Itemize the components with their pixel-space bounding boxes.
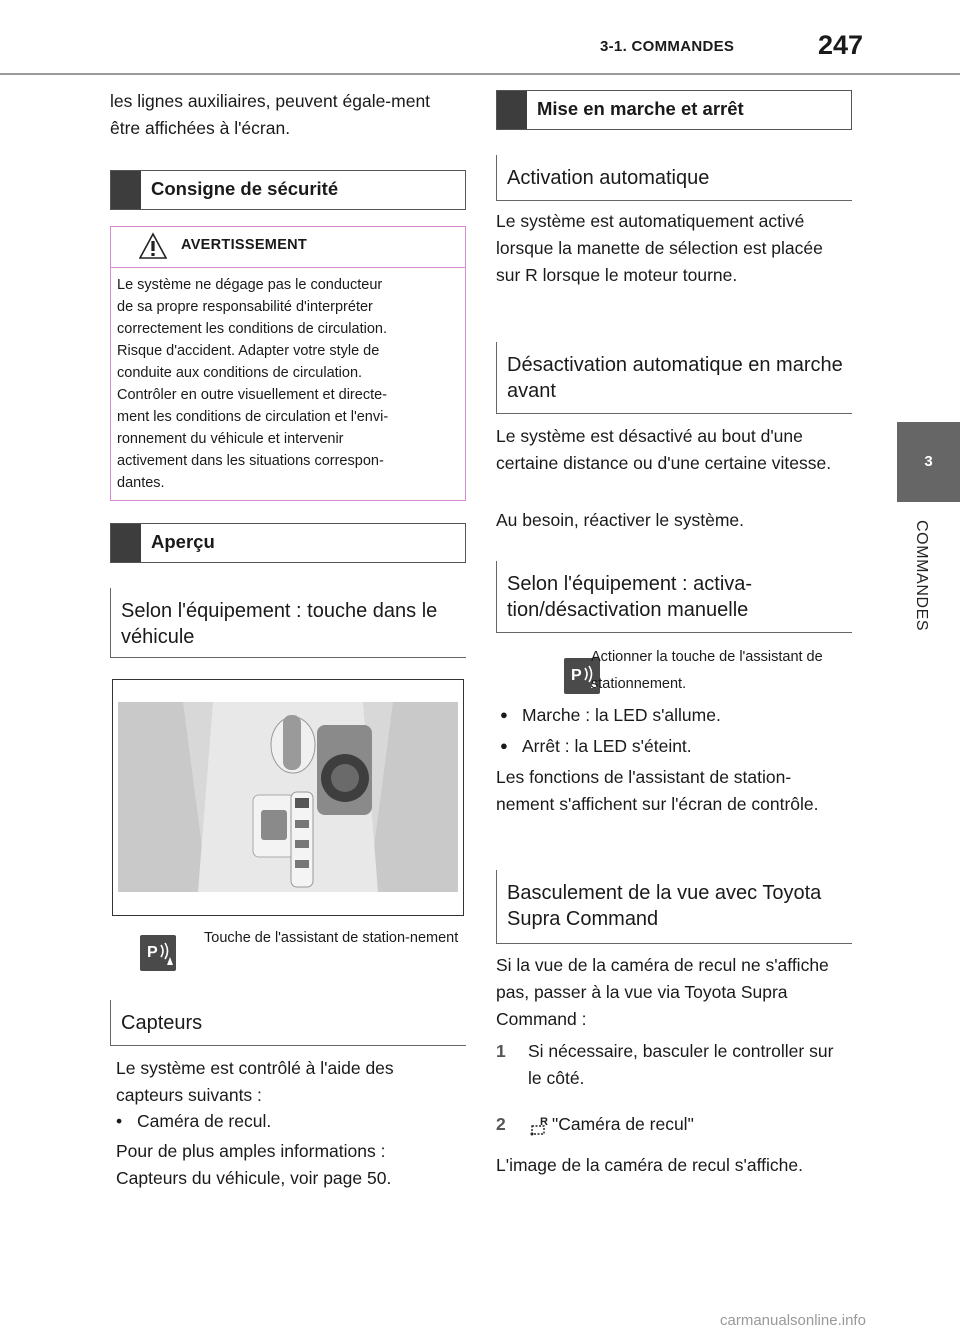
warning-triangle-icon (139, 232, 167, 260)
header-divider (0, 73, 960, 75)
section-overview-title: Aperçu (151, 531, 215, 552)
step-number: 1 (496, 1041, 506, 1061)
step-2-text: "Caméra de recul" (552, 1114, 694, 1134)
section-overview (110, 523, 466, 563)
subsection-equipment-key: Selon l'équipement : touche dans le véhicule (110, 588, 466, 658)
footer-watermark: carmanualsonline.info (720, 1312, 866, 1329)
header-section-title: 3-1. COMMANDES (600, 38, 735, 55)
bullet-off: ● Arrêt : la LED s'éteint. (522, 733, 692, 760)
section-bar (111, 171, 141, 209)
warning-line: ment les conditions de circulation et l'envi- (117, 409, 389, 425)
bullet-on: ● Marche : la LED s'allume. (522, 702, 721, 729)
step-1-text: Si nécessaire, basculer le controller sur le côté. (528, 1041, 834, 1088)
sensors-list-item: Caméra de recul. (137, 1111, 272, 1131)
subsection-manual: Selon l'équipement : activa-tion/désactivation manuelle (496, 561, 852, 633)
warning-line: Contrôler en outre visuellement et directe- (117, 387, 387, 403)
console-illustration (113, 680, 463, 915)
figure-console (112, 679, 464, 916)
svg-text:P: P (147, 944, 158, 961)
warning-line: conduite aux conditions de circulation. (117, 365, 363, 381)
sensors-list-marker: • (116, 1111, 123, 1131)
subsection-auto-on: Activation automatique (496, 155, 852, 201)
warning-line: correctement les conditions de circulation. (117, 321, 387, 337)
sensors-text: Le système est contrôlé à l'aide des capteurs suivants : (116, 1058, 394, 1105)
reactivate-text: Au besoin, réactiver le système. (496, 510, 745, 530)
manual-icon-text: Actionner la touche de l'assistant de stationnement. (591, 649, 823, 692)
chapter-tab-label-wrap (910, 520, 930, 680)
warning-line: activement dans les situations correspon- (117, 453, 384, 469)
key-caption: Touche de l'assistant de station-nement (204, 930, 459, 946)
section-bar (497, 91, 527, 129)
subsection-auto-off: Désactivation automatique en marche avant (496, 342, 852, 414)
section-bar (111, 524, 141, 562)
auto-off-text: Le système est désactivé au bout d'une certaine distance ou d'une certaine vitesse. (496, 426, 832, 473)
rear-camera-icon (528, 1113, 552, 1137)
subsection-switch-view: Basculement de la vue avec Toyota Supra Command (496, 870, 852, 944)
section-safety (110, 170, 466, 210)
chapter-tab-label: COMMANDES (913, 520, 930, 632)
page-number: 247 (818, 30, 864, 60)
warning-line: ronnement du véhicule et intervenir (117, 431, 344, 447)
subsection-sensors: Capteurs (110, 1000, 466, 1046)
auto-on-text: Le système est automatiquement activé lorsque la manette de sélection est placée sur R lorsque le moteur tourne. (496, 211, 823, 285)
svg-text:P: P (571, 667, 583, 684)
functions-text: Les fonctions de l'assistant de station-nement s'affichent sur l'écran de contrôle. (496, 767, 819, 814)
chapter-tab: 3 (897, 422, 960, 502)
parking-assist-key (140, 935, 176, 971)
switch-text: Si la vue de la caméra de recul ne s'affiche pas, passer à la vue via Toyota Supra Command : (496, 955, 829, 1029)
warning-header (111, 227, 465, 268)
intro-text: les lignes auxiliaires, peuvent égale-ment être affichées à l'écran. (110, 91, 431, 138)
warning-line: Risque d'accident. Adapter votre style de (117, 343, 380, 359)
warning-line: dantes. (117, 475, 165, 491)
more-info-text: Pour de plus amples informations : Capteurs du véhicule, voir page 50. (116, 1141, 392, 1188)
warning-title: AVERTISSEMENT (181, 237, 308, 253)
warning-box (110, 226, 466, 501)
warning-line: Le système ne dégage pas le conducteur (117, 277, 383, 293)
result-text: L'image de la caméra de recul s'affiche. (496, 1155, 803, 1175)
section-onoff-title: Mise en marche et arrêt (537, 98, 744, 119)
parking-assist-icon (140, 935, 176, 971)
svg-text:R: R (540, 1116, 548, 1128)
warning-line: de sa propre responsabilité d'interpréter (117, 299, 373, 315)
section-safety-title: Consigne de sécurité (151, 178, 339, 199)
section-onoff (496, 90, 852, 130)
warning-body (111, 268, 465, 494)
step-number: 2 (496, 1114, 506, 1134)
